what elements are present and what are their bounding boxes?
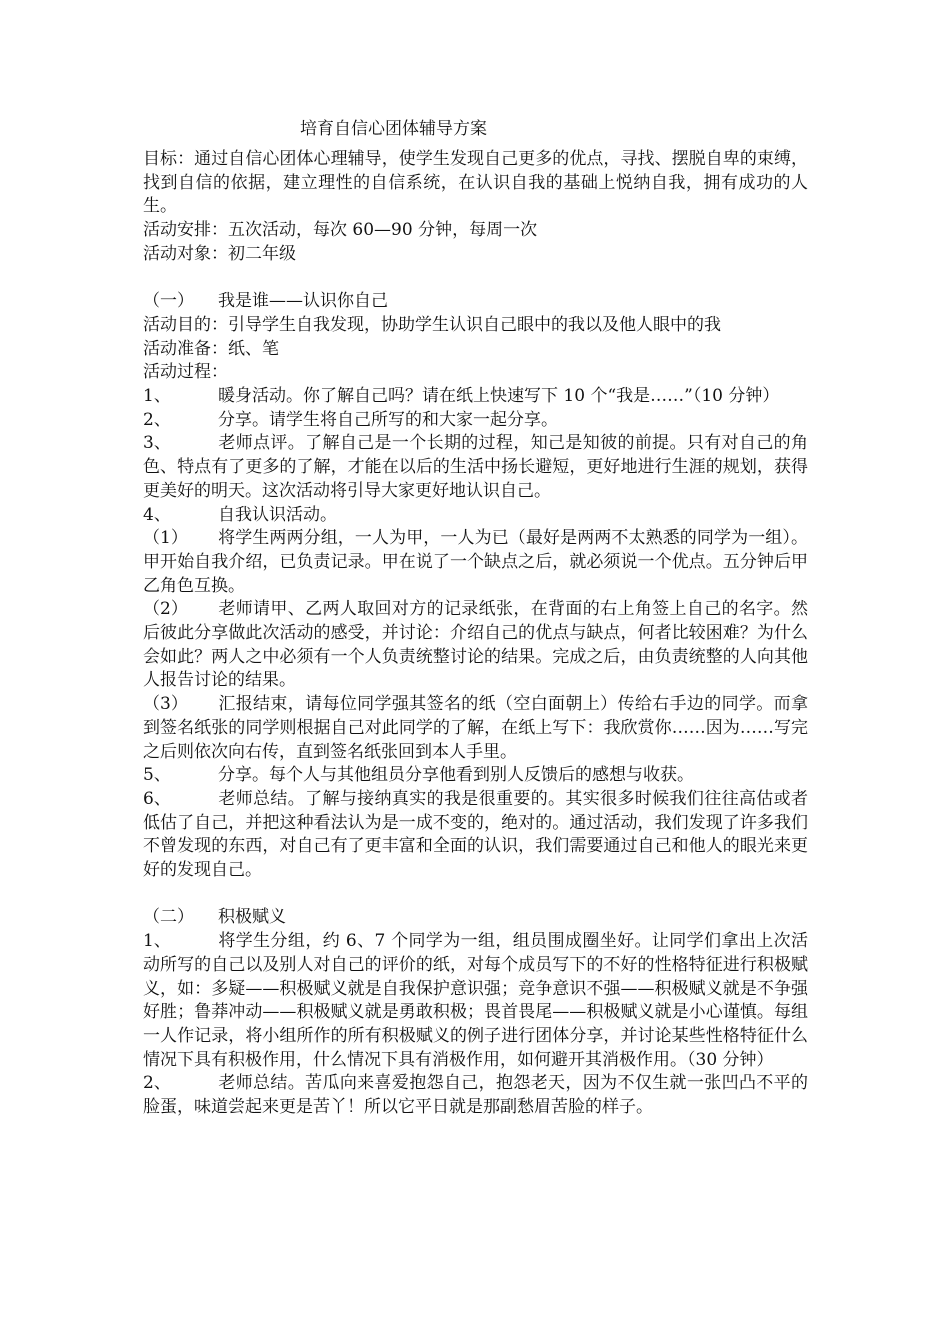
list-item: [143, 693, 808, 764]
section-number: （二）: [143, 907, 194, 928]
blank-line: [143, 883, 808, 907]
item-text: 老师总结。苦瓜向来喜爱抱怨自己，抱怨老天，因为不仅生就一张凹凸不平的脸蛋，味道尝起来更是苦丫！所以它平日就是那副愁眉苦脸的样子。: [143, 1073, 808, 1118]
item-text: 分享。请学生将自己所写的和大家一起分享。: [218, 409, 558, 430]
section-title: 我是谁——认识你自己: [218, 291, 388, 312]
section-heading: [143, 906, 808, 930]
item-number: 2、: [143, 1073, 171, 1094]
item-number: 1、: [143, 386, 171, 407]
item-number: 5、: [143, 765, 171, 786]
item-number: 6、: [143, 788, 171, 809]
item-text: 将学生分组，约 6、7 个同学为一组，组员围成圈坐好。让同学们拿出上次活动所写的自己以及别人对自己的评价的纸，对每个成员写下的不好的性格特征进行积极赋义，如：多疑——积极赋义就是自我保护意识强；竞争意识不强——积极赋义就是不争强好胜；鲁莽冲动——积极赋义就是勇敢积极；畏首畏尾——积极赋义就是小心谨慎。每组一人作记录，将小组所作的所有积极赋义的例子进行团体分享，并讨论某些性格特征什么情况下具有积极作用，什么情况下具有消极作用，如何避开其消极作用。（30 分钟）: [143, 931, 808, 1070]
item-text: 自我认识活动。: [218, 504, 337, 525]
section-title: 积极赋义: [218, 907, 286, 928]
list-item: [143, 527, 808, 598]
target-line: 活动对象：初二年级: [143, 243, 296, 264]
list-item: [143, 504, 808, 528]
list-item: [143, 930, 808, 1072]
list-item: [143, 598, 808, 693]
goal-paragraph: 目标：通过自信心团体心理辅导，使学生发现自己更多的优点，寻找、摆脱自卑的束缚，找到自信的依据，建立理性的自信系统，在认识自我的基础上悦纳自我，拥有成功的人生。: [143, 149, 808, 217]
blank-line: [143, 267, 808, 291]
schedule-line: 活动安排：五次活动，每次 60—90 分钟，每周一次: [143, 220, 538, 241]
prep-line: 活动准备：纸、笔: [143, 338, 279, 359]
item-text: 老师请甲、乙两人取回对方的记录纸张，在背面的右上角签上自己的名字。然后彼此分享做此次活动的感受，并讨论：介绍自己的优点与缺点，何者比较困难？为什么会如此？两人之中必须有一个人负责统整讨论的结果。完成之后，由负责统整的人向其他人报告讨论的结果。: [143, 599, 808, 691]
section-number: （一）: [143, 291, 194, 312]
item-text: 暖身活动。你了解自己吗？请在纸上快速写下 10 个“我是……”（10 分钟）: [218, 386, 780, 407]
section-heading: [143, 290, 808, 314]
item-text: 老师总结。了解与接纳真实的我是很重要的。其实很多时候我们往往高估或者低估了自己，并把这种看法认为是一成不变的，绝对的。通过活动，我们发现了许多我们不曾发现的东西，对自己有了更丰富和全面的认识，我们需要通过自己和他人的眼光来更好的发现自己。: [143, 788, 808, 881]
item-number: （2）: [143, 599, 188, 620]
list-item: [143, 1072, 808, 1119]
list-item: [143, 788, 808, 883]
list-item: [143, 764, 808, 788]
process-line: 活动过程：: [143, 362, 228, 383]
list-item: [143, 409, 808, 433]
document-title: 培育自信心团体辅导方案: [300, 119, 487, 139]
list-item: [143, 432, 808, 503]
item-number: 2、: [143, 409, 171, 430]
item-number: 4、: [143, 504, 171, 525]
item-number: （1）: [143, 528, 188, 549]
document-body: [143, 148, 808, 1120]
item-text: 分享。每个人与其他组员分享他看到别人反馈后的感想与收获。: [218, 765, 694, 786]
item-text: 老师点评。了解自己是一个长期的过程，知己是知彼的前提。只有对自己的角色、特点有了更多的了解，才能在以后的生活中扬长避短，更好地进行生涯的规划，获得更美好的明天。这次活动将引导大家更好地认识自己。: [143, 433, 808, 501]
item-number: 1、: [143, 931, 171, 952]
item-text: 将学生两两分组，一人为甲，一人为已（最好是两两不太熟悉的同学为一组）。甲开始自我介绍，已负责记录。甲在说了一个缺点之后，就必须说一个优点。五分钟后甲乙角色互换。: [143, 528, 808, 596]
item-text: 汇报结束，请每位同学强其签名的纸（空白面朝上）传给右手边的同学。而拿到签名纸张的同学则根据自己对此同学的了解，在纸上写下：我欣赏你……因为……写完之后则依次向右传，直到签名纸张回到本人手里。: [143, 694, 808, 762]
purpose-line: 活动目的：引导学生自我发现，协助学生认识自己眼中的我以及他人眼中的我: [143, 314, 721, 335]
list-item: [143, 385, 808, 409]
item-number: （3）: [143, 694, 188, 715]
item-number: 3、: [143, 433, 171, 454]
